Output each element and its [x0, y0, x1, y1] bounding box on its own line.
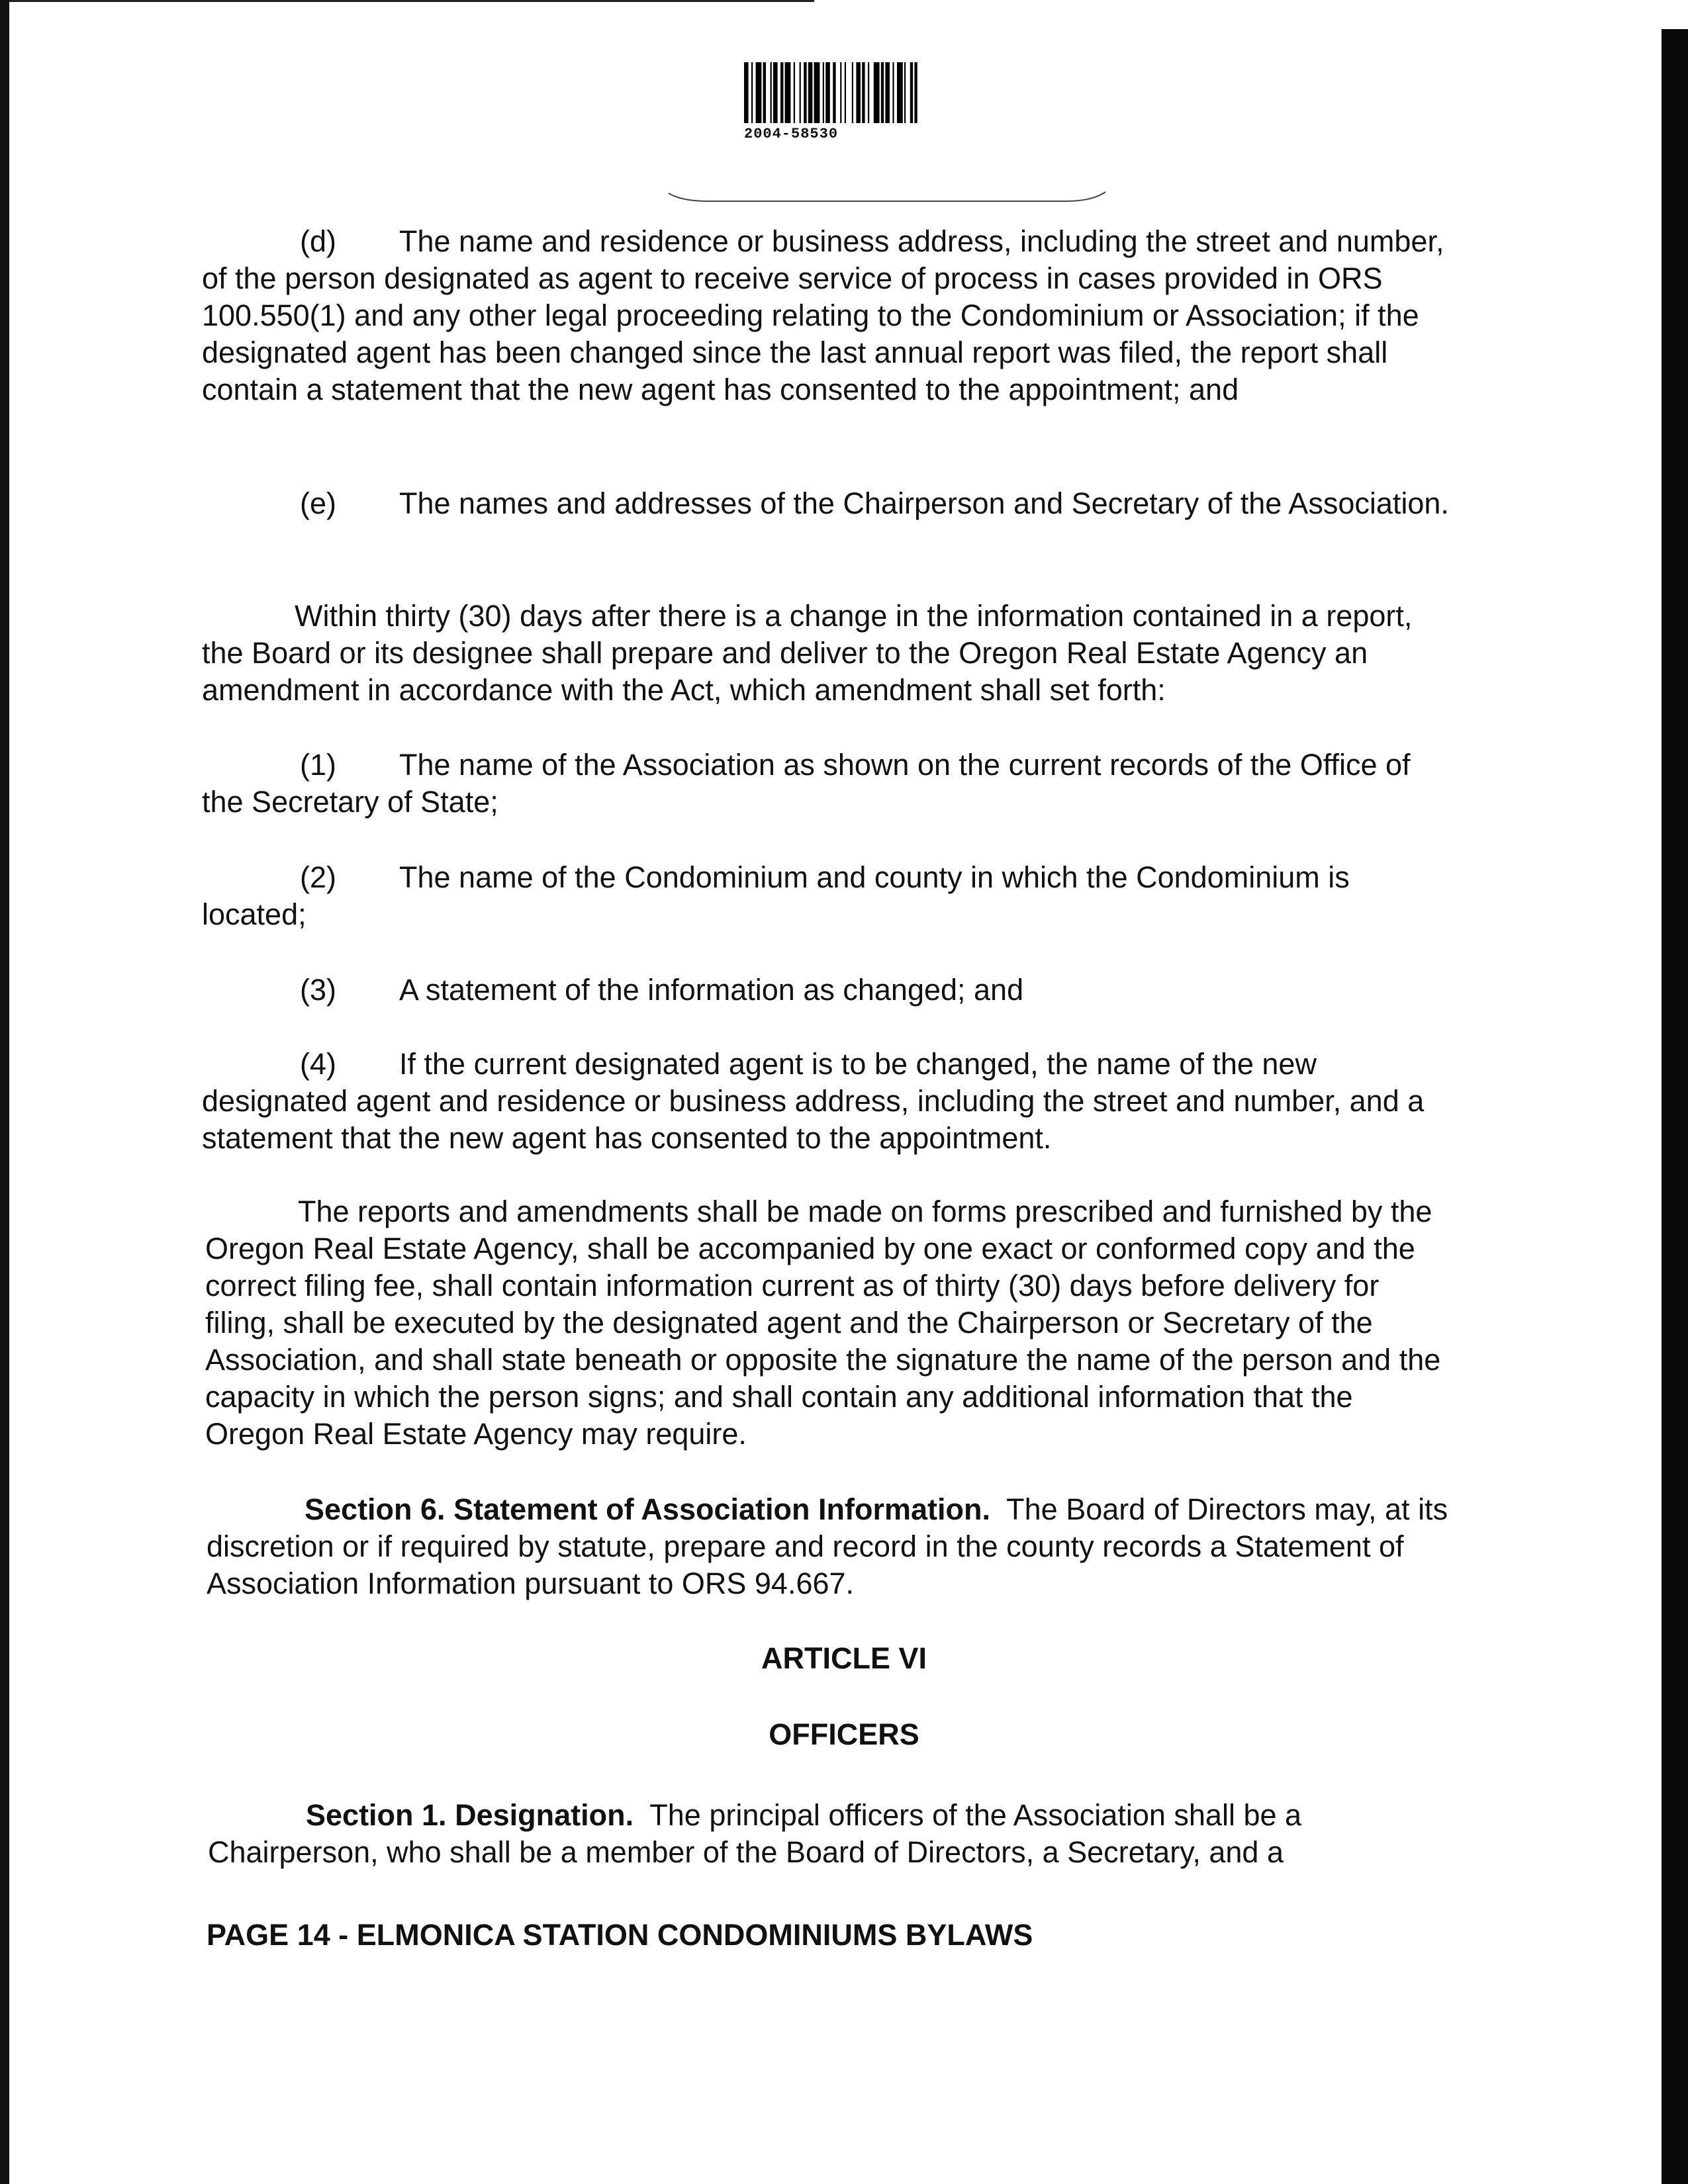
scan-left-edge [0, 0, 9, 2184]
section-1-heading: Section 1. Designation. [306, 1798, 634, 1832]
section-1 [208, 1797, 1459, 1871]
section-6 [207, 1491, 1458, 1602]
paragraph-2-label: (2) [300, 860, 336, 894]
paragraph-1-text: The name of the Association as shown on the current records of the Office of the Secretary of State; [202, 748, 1411, 819]
paragraph-2 [202, 859, 1453, 933]
paragraph-e [202, 485, 1453, 522]
paragraph-1-label: (1) [300, 748, 336, 782]
paragraph-reports [205, 1193, 1456, 1453]
section-6-heading: Section 6. Statement of Association Information. [305, 1492, 990, 1526]
decorative-curve-line [669, 189, 1105, 205]
section-6-text: The Board of Directors may, at its discretion or if required by statute, prepare and record in the county records a Statement of Association Information pursuant to ORS 94.667. [207, 1492, 1448, 1600]
paragraph-e-text: The names and addresses of the Chairperson and Secretary of the Association. [399, 486, 1449, 520]
paragraph-2-text: The name of the Condominium and county in which the Condominium is located; [202, 860, 1350, 931]
paragraph-d-text: The name and residence or business address, including the street and number, of the person designated as agent to receive service of process in cases provided in ORS 100.550(1) and any other legal proceeding relating to the Condominium or Association; if the designated agent has been changed since the last annual report was filed, the report shall contain a statement that the new agent has consented to the appointment; and [202, 224, 1444, 406]
paragraph-d-label: (d) [300, 224, 336, 258]
scan-right-edge [1662, 29, 1688, 2184]
paragraph-1 [202, 747, 1453, 821]
paragraph-within [202, 598, 1453, 709]
section-1-text: The principal officers of the Association shall be a Chairperson, who shall be a member of the Board of Directors, a Secretary, and a [208, 1798, 1302, 1869]
paragraph-3 [202, 972, 1453, 1009]
paragraph-within-text: Within thirty (30) days after there is a change in the information contained in a report, the Board or its designee shall prepare and deliver to the Oregon Real Estate Agency an amendment in accordance with the Act, which amendment shall set forth: [202, 599, 1413, 707]
page-footer: PAGE 14 - ELMONICA STATION CONDOMINIUMS BYLAWS [207, 1918, 1033, 1952]
paragraph-d [202, 223, 1453, 408]
barcode-image [744, 62, 1035, 123]
paragraph-3-text: A statement of the information as changed; and [399, 973, 1024, 1007]
paragraph-4 [202, 1046, 1453, 1157]
paragraph-e-label: (e) [300, 486, 336, 520]
paragraph-4-label: (4) [300, 1047, 336, 1081]
paragraph-3-label: (3) [300, 973, 336, 1007]
article-number: ARTICLE VI [761, 1641, 927, 1675]
paragraph-reports-text: The reports and amendments shall be made on forms prescribed and furnished by the Oregon Real Estate Agency, shall be accompanied by one exact or conformed copy and the correct filing fee, shall contain information current as of thirty (30) days before delivery for filing, shall be executed by the designated agent and the Chairperson or Secretary of the Association, and shall state beneath or opposite the signature the name of the person and the capacity in which the person signs; and shall contain any additional information that the Oregon Real Estate Agency may require. [205, 1195, 1441, 1451]
article-title: OFFICERS [769, 1717, 919, 1751]
scan-top-edge [0, 0, 814, 2]
paragraph-4-text: If the current designated agent is to be changed, the name of the new designated agent and residence or business address, including the street and number, and a statement that the new agent has consented to the appointment. [202, 1047, 1425, 1155]
barcode-number: 2004-58530 [744, 126, 839, 142]
